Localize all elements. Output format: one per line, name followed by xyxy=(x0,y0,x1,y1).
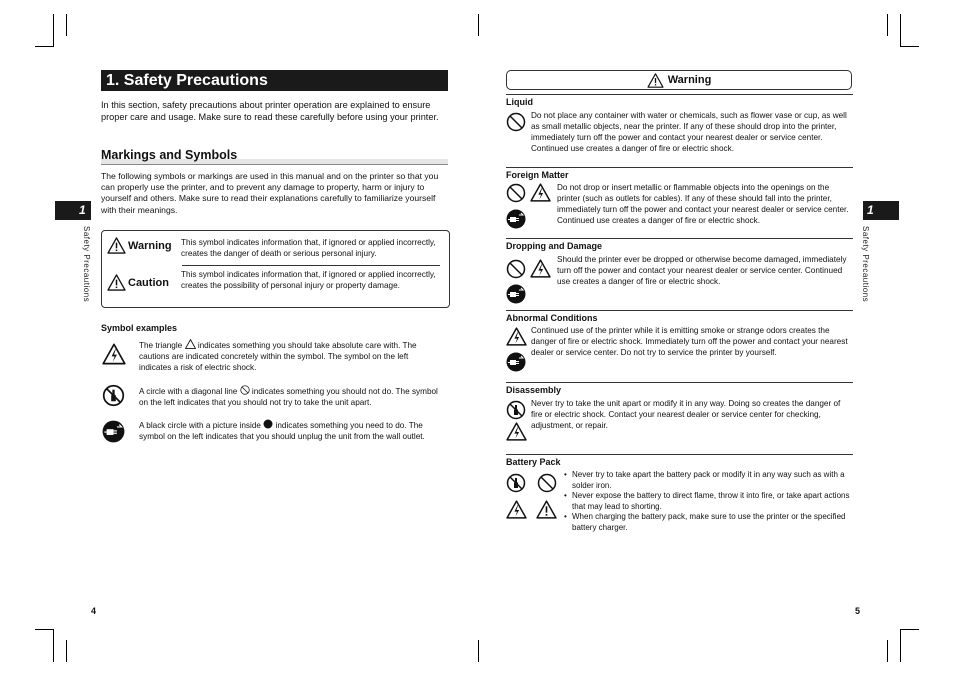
section-text: Do not place any container with water or chemicals, such as flower vase or cup, as well as small metallic objects, near the printer. If any of these should drop into the printer, immediately turn off the power and contact your nearest dealer or service center. Continued use creates a danger of fire or electric shock. xyxy=(531,111,847,154)
electric-shock-icon xyxy=(506,327,527,346)
section-rule xyxy=(506,94,853,95)
section-battery-pack xyxy=(506,454,853,544)
triangle-inline-icon xyxy=(185,339,196,349)
markings-paragraph: The following symbols or markings are used in this manual and on the printer so that you can properly use the printer, and to prevent any damage to property, harm or injury to yourself and others. Make sure to read their explanations carefully to familiarize yourself with their meanings. xyxy=(101,171,439,215)
bullet-item: • Never try to take apart the battery pack or modify it in any way such as with a solder iron. xyxy=(564,470,854,491)
warning-triangle-icon xyxy=(647,73,664,88)
section-abnormal-conditions xyxy=(506,310,853,378)
electric-shock-icon xyxy=(506,422,527,441)
page-number-left: 4 xyxy=(91,606,97,616)
side-label-left: Safety Precautions xyxy=(82,226,91,303)
page-title: 1. Safety Precautions xyxy=(101,70,448,91)
section-title: Abnormal Conditions xyxy=(506,313,598,323)
electric-shock-icon xyxy=(530,259,551,278)
no-disassembly-icon xyxy=(506,400,526,420)
section-text: Do not drop or insert metallic or flammable objects into the openings on the printer (such as outlets for cables). If any of these should fall into the printer, immediately turn off the power and contact your nearest dealer or service center. Continued use creates a danger of fire or electric shock. xyxy=(557,183,849,226)
electric-shock-icon xyxy=(506,500,527,519)
legend-warning-text: This symbol indicates information that, if ignored or applied incorrectly, creates the danger of death or serious personal injury. xyxy=(181,238,436,258)
section-rule xyxy=(506,382,853,383)
unplug-icon xyxy=(506,284,526,304)
prohibited-icon xyxy=(506,259,526,279)
example-triangle-text: The triangle indicates something you should take absolute care with. The cautions are indicated concretely within the symbol. The symbol on the left indicates a risk of electric shock. xyxy=(139,341,417,373)
section-title: Foreign Matter xyxy=(506,170,569,180)
section-rule xyxy=(506,310,853,311)
side-label-right: Safety Precautions xyxy=(861,226,870,303)
black-circle-inline-icon xyxy=(263,419,273,429)
section-text: Never try to take the unit apart or modify it in any way. Doing so creates the danger of fire or electric shock. Contact your nearest dealer or service center for checking, adjustment, or repair. xyxy=(531,399,841,431)
unplug-icon xyxy=(506,352,526,372)
bullet-item: • Never expose the battery to direct flame, throw it into fire, or take apart actions that may lead to shorting. xyxy=(564,491,854,512)
page-number-right: 5 xyxy=(855,606,861,616)
section-rule xyxy=(506,454,853,455)
symbol-legend-box xyxy=(101,230,450,308)
prohibited-icon xyxy=(537,473,557,493)
intro-paragraph: In this section, safety precautions about printer operation are explained to ensure proper care and usage. Make sure to read these carefully before using your printer. xyxy=(101,100,439,123)
legend-caution-text: This symbol indicates information that, if ignored or applied incorrectly, creates the possibility of personal injury or property damage. xyxy=(181,270,436,290)
section-heading-markings: Markings and Symbols xyxy=(101,148,448,165)
section-title: Liquid xyxy=(506,97,533,107)
section-dropping-damage xyxy=(506,238,853,306)
chapter-tab-left: 1 xyxy=(55,201,91,220)
unplug-icon xyxy=(102,420,125,443)
example-circle-text: A circle with a diagonal line indicates something you should not do. The symbol on the left indicates that you should not try to take the unit apart. xyxy=(139,387,438,408)
warning-triangle-icon xyxy=(536,500,557,519)
section-text: Should the printer ever be dropped or otherwise become damaged, immediately turn off the power and contact your nearest dealer or service center. Continued use creates a danger of fire or electric shock. xyxy=(557,255,847,287)
no-disassembly-icon xyxy=(102,384,125,407)
section-rule xyxy=(506,167,853,168)
chapter-tab-right: 1 xyxy=(863,201,899,220)
legend-warning-label: Warning xyxy=(107,237,172,254)
bullet-item: • When charging the battery pack, make sure to use the printer or the specified battery charger. xyxy=(564,512,854,533)
warning-header-box: Warning xyxy=(506,70,852,90)
unplug-icon xyxy=(506,209,526,229)
section-foreign-matter xyxy=(506,167,853,235)
section-title: Dropping and Damage xyxy=(506,241,603,251)
prohibited-icon xyxy=(506,183,526,203)
no-disassembly-icon xyxy=(506,473,526,493)
section-title: Disassembly xyxy=(506,385,562,395)
section-bullets xyxy=(564,470,854,534)
section-text: Continued use of the printer while it is emitting smoke or strange odors creates the danger of fire or electric shock. Immediately turn off the power and contact your nearest dealer or service center. Do not try to service the printer by yourself. xyxy=(531,326,848,358)
prohibited-inline-icon xyxy=(240,385,250,395)
section-liquid xyxy=(506,94,853,159)
section-rule xyxy=(506,238,853,239)
electric-shock-icon xyxy=(102,341,126,367)
prohibited-icon xyxy=(506,112,526,132)
symbol-examples-title: Symbol examples xyxy=(101,323,178,333)
caution-triangle-icon xyxy=(107,274,126,291)
legend-divider xyxy=(182,265,440,266)
section-title: Battery Pack xyxy=(506,457,561,467)
section-disassembly xyxy=(506,382,853,450)
legend-caution-label: Caution xyxy=(107,274,169,291)
warning-triangle-icon xyxy=(107,237,126,254)
electric-shock-icon xyxy=(530,183,551,202)
example-black-circle-text: A black circle with a picture inside indicates something you need to do. The symbol on the left indicates that you should unplug the unit from the wall outlet. xyxy=(139,421,425,442)
